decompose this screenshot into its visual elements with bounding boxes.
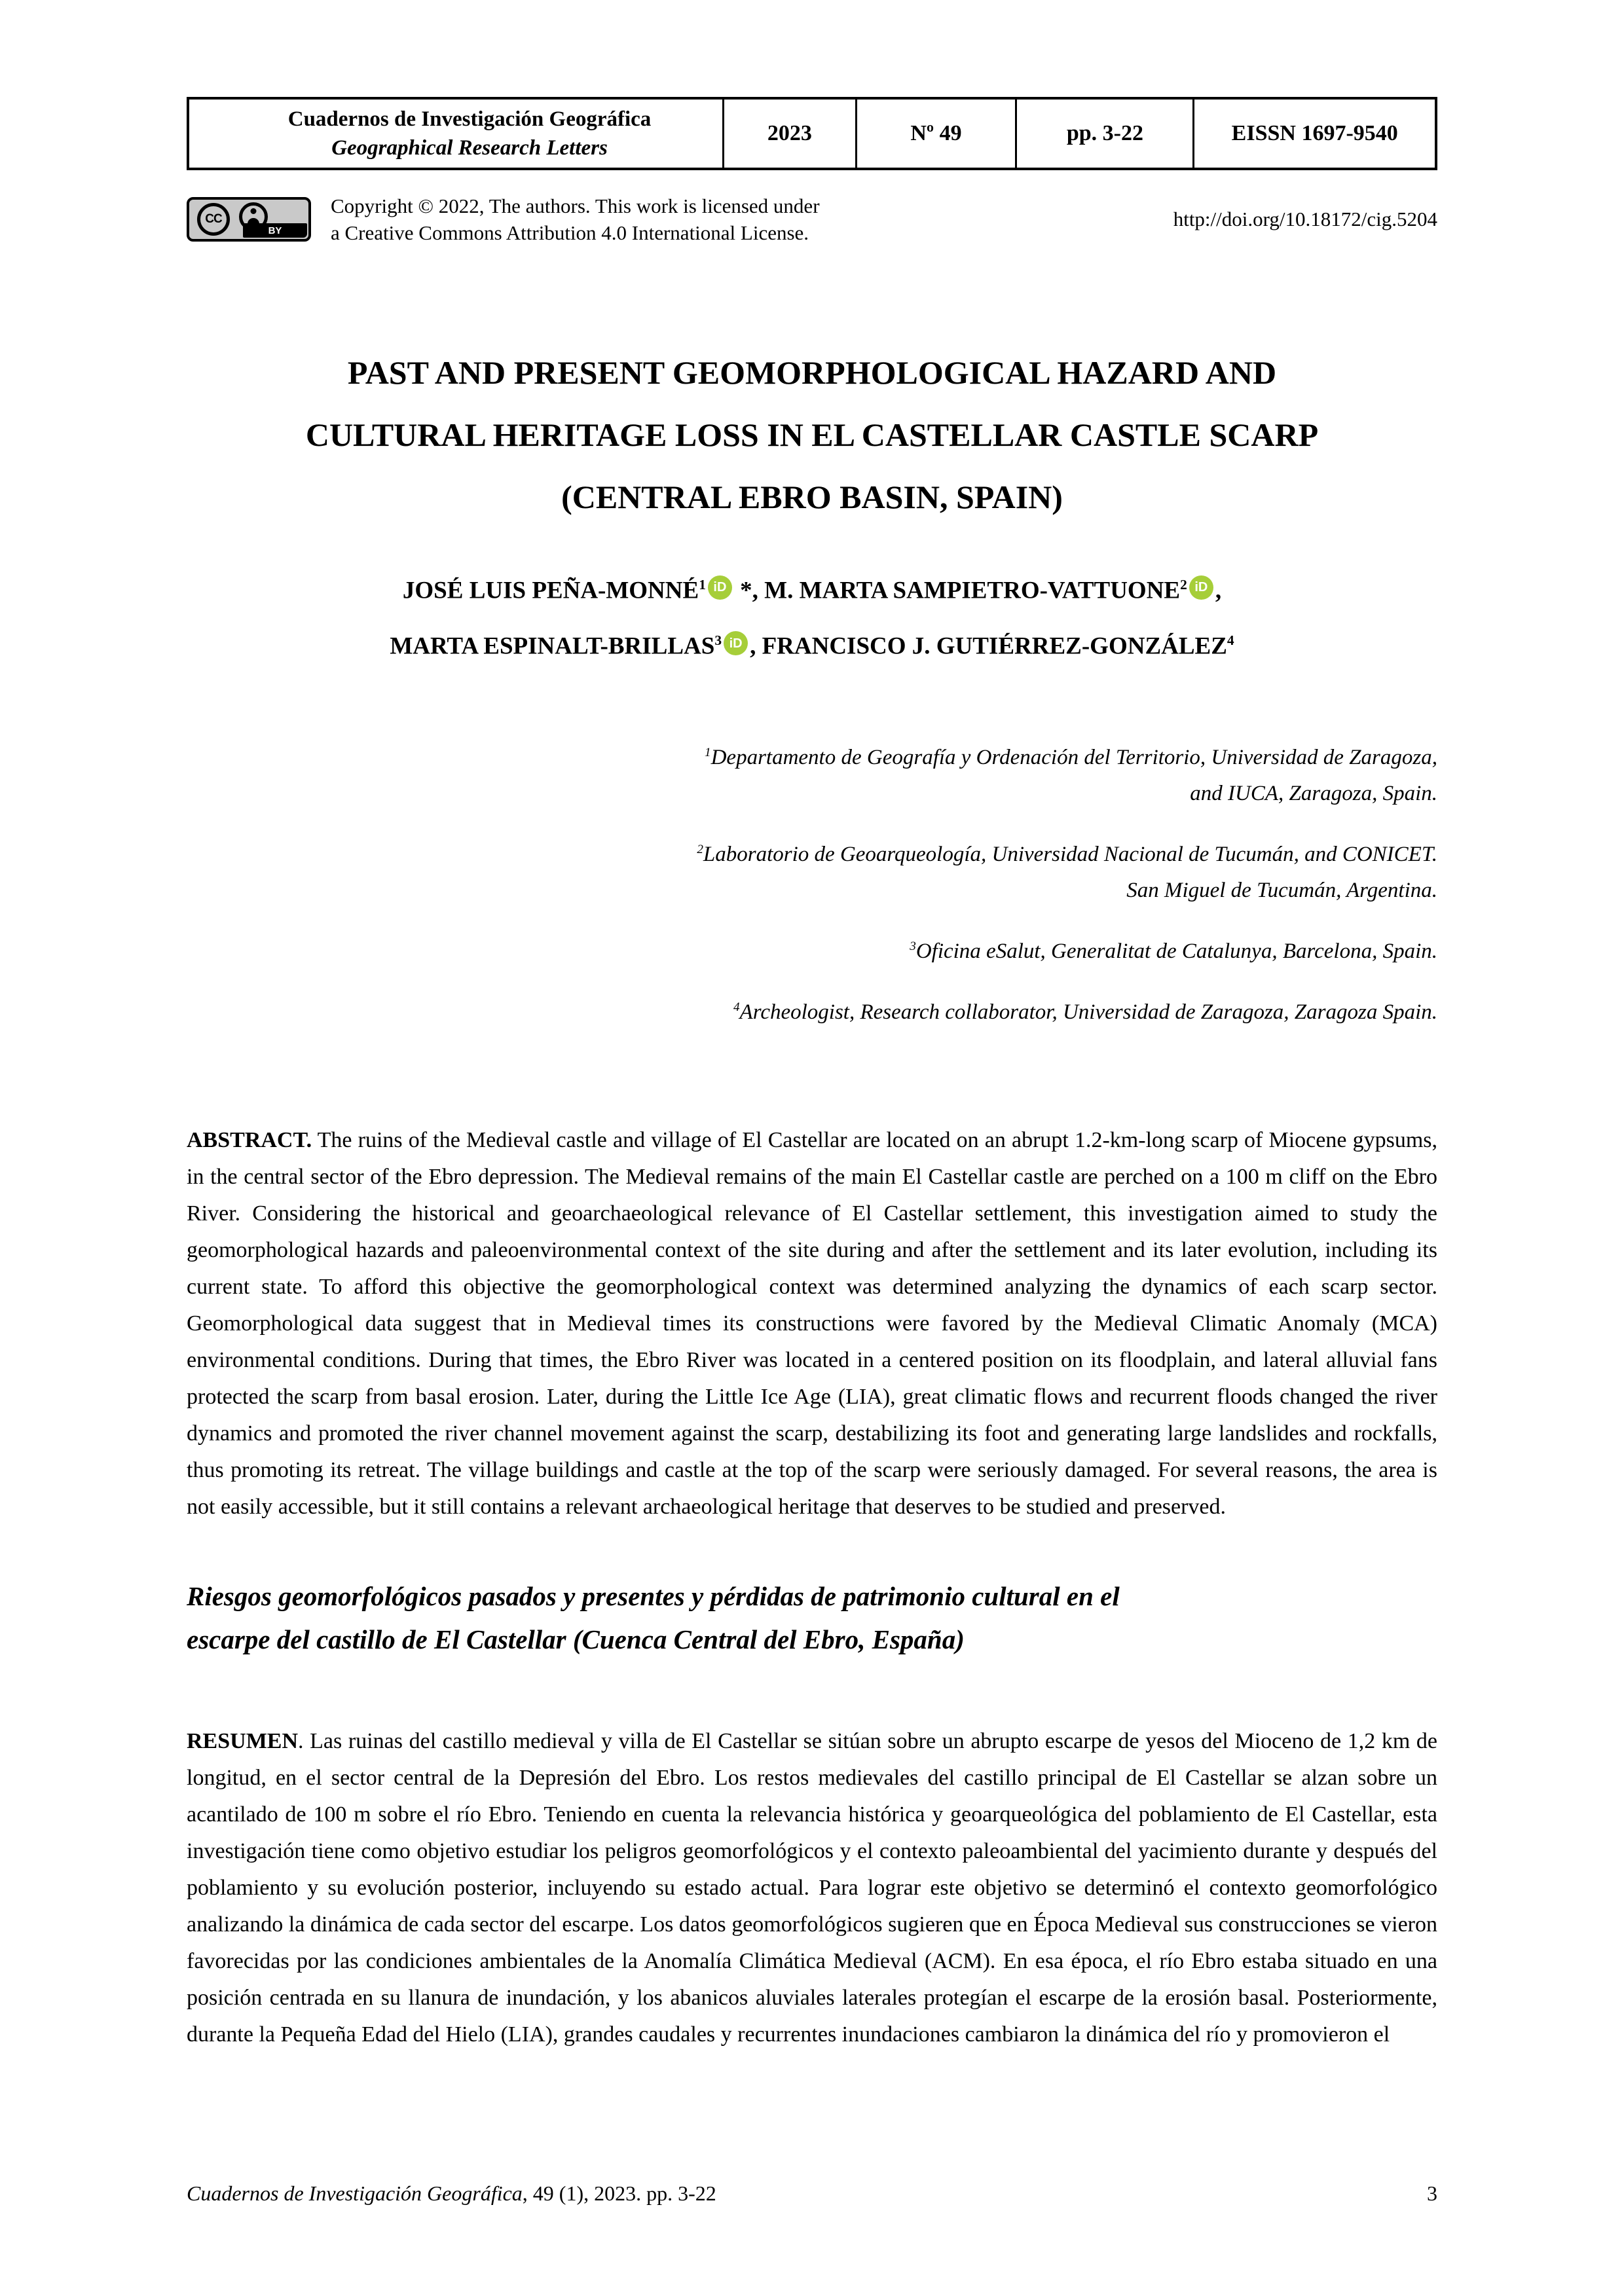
spanish-title-line2: escarpe del castillo de El Castellar (Cuenca Central del Ebro, España) — [187, 1624, 965, 1654]
affiliation-ref: 3 — [910, 939, 916, 953]
affiliation-ref: 1 — [705, 745, 711, 759]
affiliation-text: Departamento de Geografía y Ordenación del Territorio, Universidad de Zaragoza, — [710, 745, 1437, 769]
journal-header-table — [187, 97, 1437, 170]
affiliation-text: Archeologist, Research collaborator, Universidad de Zaragoza, Zaragoza Spain. — [739, 1000, 1437, 1024]
authors-block — [187, 560, 1437, 672]
article-title-line3: (CENTRAL EBRO BASIN, SPAIN) — [561, 479, 1063, 515]
authors-line1 — [187, 560, 1437, 615]
by-label: BY — [243, 223, 307, 238]
journal-issue: Nº 49 — [855, 100, 1016, 168]
footer-citation — [187, 2181, 716, 2206]
abstract-label: ABSTRACT. — [187, 1127, 312, 1152]
journal-year: 2023 — [722, 100, 855, 168]
affiliation-line: and IUCA, Zaragoza, Spain. — [1190, 781, 1437, 805]
journal-pages: pp. 3-22 — [1015, 100, 1192, 168]
author-name: M. MARTA SAMPIETRO-VATTUONE — [764, 577, 1181, 604]
affiliation-line: San Miguel de Tucumán, Argentina. — [1126, 878, 1437, 902]
article-title-line2: CULTURAL HERITAGE LOSS IN EL CASTELLAR CASTLE SCARP — [305, 416, 1319, 453]
affiliations-block — [187, 735, 1437, 1030]
license-row — [187, 192, 1437, 246]
person-head — [251, 208, 257, 214]
journal-title-cell — [189, 100, 722, 168]
affiliation-line — [187, 928, 1437, 970]
resumen-paragraph — [187, 1723, 1437, 2053]
author-affil-ref: 4 — [1227, 632, 1234, 649]
orcid-icon[interactable]: iD — [1189, 575, 1213, 600]
author-affil-ref: 2 — [1180, 577, 1187, 592]
affiliation-3 — [187, 928, 1437, 970]
affiliation-ref: 4 — [733, 1000, 740, 1014]
affiliation-line — [187, 989, 1437, 1030]
journal-subtitle: Geographical Research Letters — [331, 136, 608, 160]
author-name: MARTA ESPINALT-BRILLAS — [390, 632, 715, 660]
abstract-body: The ruins of the Medieval castle and village of El Castellar are located on an abrupt 1.2-km-long scarp of Miocene gypsums, in the central sector of the Ebro depression. The Medieval remains of the main El Castellar castle are perched on a 100 m cliff on the Ebro River. Considering the historical and geoarchaeological relevance of El Castellar settlement, this investigation aimed to study the geomorphological hazards and paleoenvironmental context of the site during and after the settlement and its later evolution, including its current state. To afford this objective the geomorphological context was determined analyzing the dynamics of each scarp sector. Geomorphological data suggest that in Medieval times its constructions were favored by the Medieval Climatic Anomaly (MCA) environmental conditions. During that times, the Ebro River was located in a centered position on its floodplain, and lateral alluvial fans protected the scarp from basal erosion. Later, during the Little Ice Age (LIA), great climatic flows and recurrent floods changed the river dynamics and promoted the river channel movement against the scarp, destabilizing its foot and generating large landslides and rockfalls, thus promoting its retreat. The village buildings and castle at the top of the scarp were seriously damaged. For several reasons, the area is not easily accessible, but it still contains a relevant archaeological heritage that deserves to be studied and preserved. — [187, 1127, 1437, 1519]
copyright-line2: a Creative Commons Attribution 4.0 International License. — [331, 221, 809, 244]
footer-journal-name: Cuadernos de Investigación Geográfica — [187, 2181, 523, 2205]
journal-title: Cuadernos de Investigación Geográfica — [287, 107, 652, 131]
author-name: JOSÉ LUIS PEÑA-MONNÉ — [402, 577, 699, 604]
spanish-title — [187, 1575, 1437, 1661]
journal-eissn: EISSN 1697-9540 — [1192, 100, 1435, 168]
footer-citation-rest: , 49 (1), 2023. pp. 3-22 — [522, 2181, 716, 2205]
spanish-title-line1: Riesgos geomorfológicos pasados y presentes y pérdidas de patrimonio cultural en el — [187, 1580, 1120, 1611]
page-footer — [187, 2181, 1437, 2206]
page-number: 3 — [1427, 2181, 1437, 2205]
author-separator: , — [1215, 577, 1222, 604]
resumen-label: RESUMEN — [187, 1728, 299, 1753]
cc-icon: CC — [197, 203, 230, 236]
author-affil-ref: 3 — [714, 632, 722, 649]
affiliation-ref: 2 — [697, 842, 703, 856]
orcid-icon[interactable]: iD — [724, 631, 748, 655]
orcid-icon[interactable]: iD — [708, 575, 732, 600]
author-separator: *, — [733, 577, 765, 604]
abstract-paragraph — [187, 1122, 1437, 1525]
author-separator: , — [750, 632, 762, 660]
cc-by-badge — [187, 197, 311, 242]
resumen-body: . Las ruinas del castillo medieval y villa de El Castellar se sitúan sobre un abrupto escarpe de yesos del Mioceno de 1,2 km de longitud, en el sector central de la Depresión del Ebro. Los restos medievales del castillo principal de El Castellar se alzan sobre un acantilado de 100 m sobre el río Ebro. Teniendo en cuenta la relevancia histórica y geoarqueológica del poblamiento de El Castellar, esta investigación tiene como objetivo estudiar los peligros geomorfológicos y el contexto paleoambiental del yacimiento durante y después del poblamiento y su evolución posterior, incluyendo su estado actual. Para lograr este objetivo se determinó el contexto geomorfológico analizando la dinámica de cada sector del escarpe. Los datos geomorfológicos sugieren que en Época Medieval sus construcciones se vieron favorecidas por las condiciones ambientales de la Anomalía Climática Medieval (ACM). En esa época, el río Ebro estaba situado en una posición centrada en su llanura de inundación, y los abanicos aluviales laterales protegían el escarpe de la erosión basal. Posteriormente, durante la Pequeña Edad del Hielo (LIA), grandes caudales y recurrentes inundaciones cambiaron la dinámica del río y promovieron el — [187, 1728, 1437, 2047]
author-affil-ref: 1 — [699, 577, 706, 592]
affiliation-2 — [187, 831, 1437, 909]
author-name: FRANCISCO J. GUTIÉRREZ-GONZÁLEZ — [762, 632, 1227, 660]
affiliation-text: Oficina eSalut, Generalitat de Catalunya, Barcelona, Spain. — [915, 939, 1437, 963]
copyright-text — [331, 192, 820, 246]
authors-line2 — [187, 615, 1437, 671]
article-title — [187, 342, 1437, 528]
affiliation-line — [187, 735, 1437, 776]
affiliation-text: Laboratorio de Geoarqueología, Universidad Nacional de Tucumán, and CONICET. — [703, 842, 1437, 866]
affiliation-1 — [187, 735, 1437, 812]
doi-link[interactable]: http://doi.org/10.18172/cig.5204 — [1173, 208, 1437, 230]
copyright-line1: Copyright © 2022, The authors. This work is licensed under — [331, 194, 820, 217]
affiliation-4 — [187, 989, 1437, 1030]
article-title-line1: PAST AND PRESENT GEOMORPHOLOGICAL HAZARD AND — [347, 354, 1277, 391]
affiliation-line — [187, 831, 1437, 873]
